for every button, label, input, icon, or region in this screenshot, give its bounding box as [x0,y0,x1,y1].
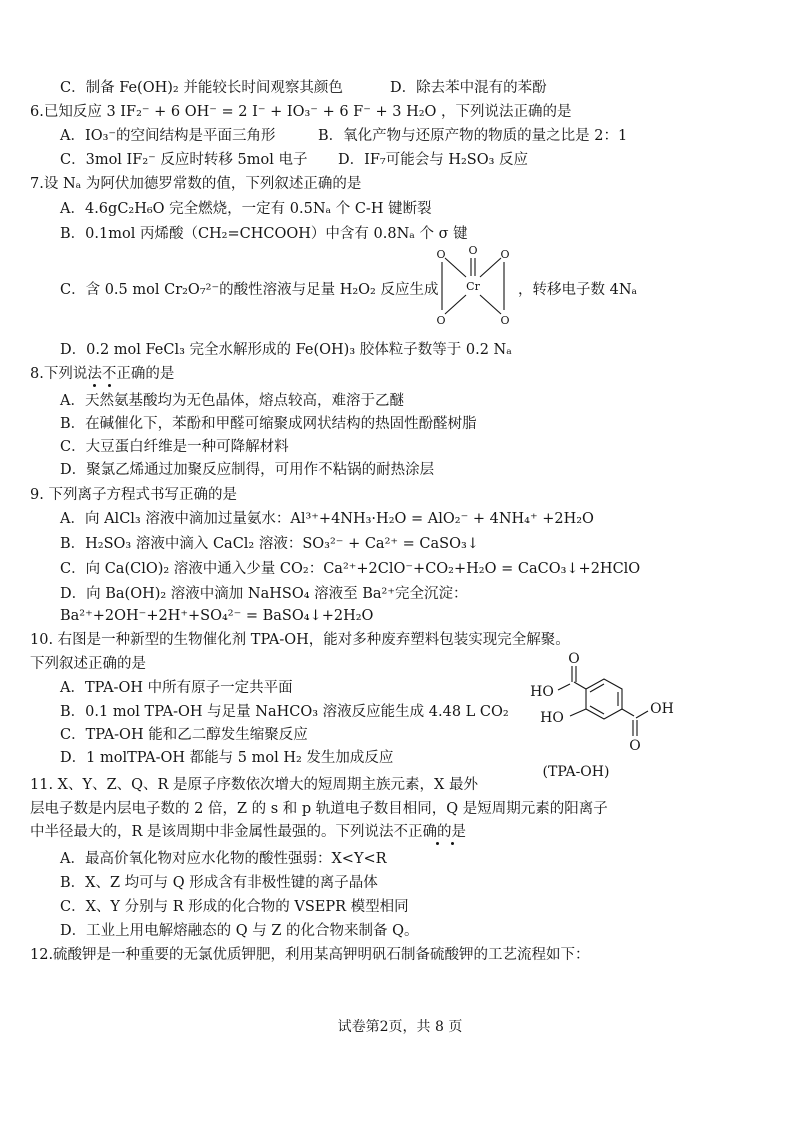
q8-option-d: D．聚氯乙烯通过加聚反应制得，可用作不粘锅的耐热涂层 [60,462,435,478]
atom-o-top-right: O [500,248,510,261]
q7-stem: 7.设 Nₐ 为阿伏加德罗常数的值，下列叙述正确的是 [30,176,362,192]
q11-stem-3: 中半径最大的，R 是该周期中非金属性最强的。下列说法不正确的是 [30,824,467,840]
q10-stem-2: 下列叙述正确的是 [30,656,146,672]
atom-cr: Cr [466,280,480,293]
cro5-structure [428,244,518,330]
q7-option-a: A．4.6gC₂H₆O 完全燃烧，一定有 0.5Nₐ 个 C-H 键断裂 [60,201,432,217]
q7-option-b: B．0.1mol 丙烯酸（CH₂=CHCOOH）中含有 0.8Nₐ 个 σ 键 [60,226,468,242]
emphasis-dots [89,384,119,390]
q6-option-b: B．氧化产物与还原产物的物质的量之比是 2：1 [318,128,628,144]
emphasis-dots [432,842,462,848]
tpa-oh-structure [512,646,702,784]
q11-option-b: B．X、Z 均可与 Q 形成含有非极性键的离子晶体 [60,875,378,891]
q5-option-c: C．制备 Fe(OH)₂ 并能较长时间观察其颜色 [60,80,343,96]
q9-option-d: D．向 Ba(OH)₂ 溶液中滴加 NaHSO₄ 溶液至 Ba²⁺完全沉淀： [60,586,468,602]
q9-stem: 9. 下列离子方程式书写正确的是 [30,487,237,503]
atom-o-bottom-left: O [436,314,446,327]
q8-stem: 8.下列说法不正确的是 [30,366,175,382]
tpa-caption: (TPA-OH) [542,764,610,780]
q11-option-d: D．工业上用电解熔融态的 Q 与 Z 的化合物来制备 Q。 [60,923,419,939]
q10-stem: 10. 右图是一种新型的生物催化剂 TPA-OH，能对多种废弃塑料包装实现完全解聚。 [30,632,570,648]
q9-option-c: C．向 Ca(ClO)₂ 溶液中通入少量 CO₂：Ca²⁺+2ClO⁻+CO₂+H₂O = CaCO₃↓+2HClO [60,561,641,577]
page-footer: 试卷第2页，共 8 页 [337,1019,463,1035]
tpa-ho-top: HO [530,684,554,700]
q6-stem: 6.已知反应 3 IF₂⁻ + 6 OH⁻ = 2 I⁻ + IO₃⁻ + 6 F⁻ + 3 H₂O ，下列说法正确的是 [30,104,572,120]
q9-option-a: A．向 AlCl₃ 溶液中滴加过量氨水：Al³⁺+4NH₃·H₂O = AlO₂⁻ + 4NH₄⁺ +2H₂O [60,511,594,527]
q7-option-d: D．0.2 mol FeCl₃ 完全水解形成的 Fe(OH)₃ 胶体粒子数等于 0.2 Nₐ [60,342,512,358]
q9-option-d-equation: Ba²⁺+2OH⁻+2H⁺+SO₄²⁻ = BaSO₄↓+2H₂O [60,608,374,624]
tpa-atom-o-bottom: O [629,738,641,754]
q10-option-c: C．TPA-OH 能和乙二醇发生缩聚反应 [60,727,308,743]
tpa-ho-middle: HO [540,710,564,726]
q6-option-a: A．IO₃⁻的空间结构是平面三角形 [60,128,276,144]
q11-stem: 11. X、Y、Z、Q、R 是原子序数依次增大的短周期主族元素，X 最外 [30,777,478,793]
q6-option-d: D．IF₇可能会与 H₂SO₃ 反应 [338,152,529,168]
atom-o-top: O [468,244,478,257]
q10-option-b: B．0.1 mol TPA-OH 与足量 NaHCO₃ 溶液反应能生成 4.48 L CO₂ [60,704,509,720]
atom-o-top-left: O [436,248,446,261]
q10-option-d: D．1 molTPA-OH 都能与 5 mol H₂ 发生加成反应 [60,750,394,766]
q8-option-b: B．在碱催化下，苯酚和甲醛可缩聚成网状结构的热固性酚醛树脂 [60,416,477,432]
atom-o-bottom-right: O [500,314,510,327]
q6-option-c: C．3mol IF₂⁻ 反应时转移 5mol 电子 [60,152,308,168]
q12-stem: 12.硫酸钾是一种重要的无氯优质钾肥，利用某高钾明矾石制备硫酸钾的工艺流程如下： [30,947,590,963]
q11-option-a: A．最高价氧化物对应水化物的酸性强弱：X<Y<R [60,851,387,867]
tpa-atom-o-top: O [568,651,580,667]
q5-option-d: D．除去苯中混有的苯酚 [390,80,547,96]
q11-stem-2: 层电子数是内层电子数的 2 倍，Z 的 s 和 p 轨道电子数目相同，Q 是短周期元素的阳离子 [30,801,608,817]
q11-option-c: C．X、Y 分别与 R 形成的化合物的 VSEPR 模型相同 [60,899,409,915]
q9-option-b: B．H₂SO₃ 溶液中滴入 CaCl₂ 溶液：SO₃²⁻ + Ca²⁺ = CaSO₃↓ [60,536,479,552]
tpa-oh-right: OH [650,701,674,717]
q8-option-a: A．天然氨基酸均为无色晶体，熔点较高，难溶于乙醚 [60,393,404,409]
q10-option-a: A．TPA-OH 中所有原子一定共平面 [60,680,293,696]
q7-option-c: C．含 0.5 mol Cr₂O₇²⁻的酸性溶液与足量 H₂O₂ 反应生成 [60,282,439,298]
q8-option-c: C．大豆蛋白纤维是一种可降解材料 [60,439,289,455]
q7-option-c-tail: ，转移电子数 4Nₐ [518,282,638,298]
